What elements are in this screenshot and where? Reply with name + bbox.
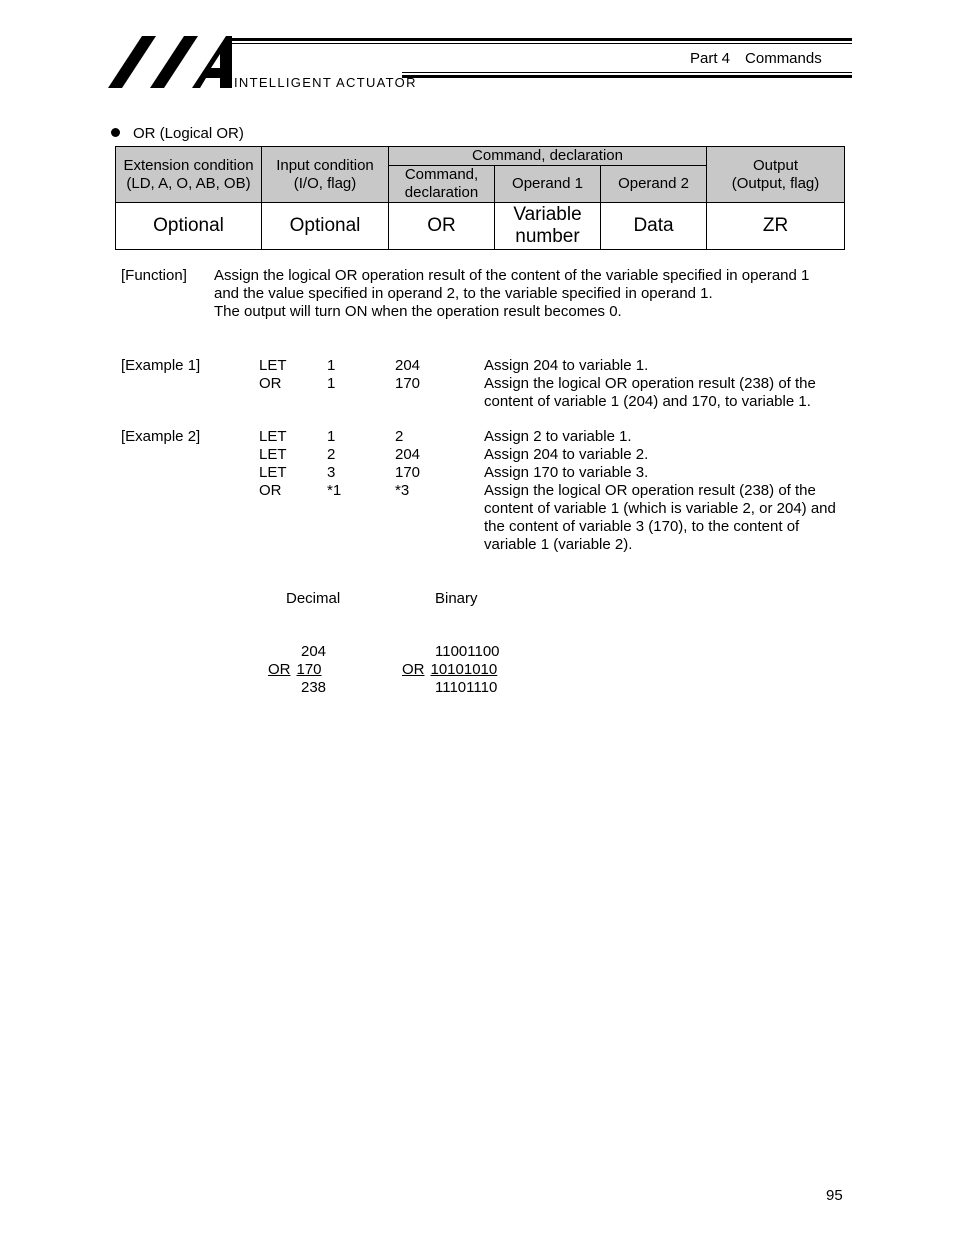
example2-op1-2: 2 xyxy=(327,446,336,463)
binary-label: Binary xyxy=(435,590,478,607)
bullet-icon xyxy=(111,128,120,137)
command-table xyxy=(115,146,845,250)
decimal-result: 238 xyxy=(301,679,327,696)
example1-op2-2: 170 xyxy=(395,375,421,392)
decimal-operand-b-line: OR 170 xyxy=(268,661,322,678)
example2-desc-3: Assign 170 to variable 3. xyxy=(484,464,649,481)
example1-cmd-2: OR xyxy=(259,375,282,392)
example2-cmd-3: LET xyxy=(259,464,287,481)
example1-op1-2: 1 xyxy=(327,375,336,392)
example2-cmd-2: LET xyxy=(259,446,287,463)
brand-name: INTELLIGENT ACTUATOR xyxy=(234,75,417,90)
header-rule-bottom-thin xyxy=(402,72,852,73)
example2-op2-4: *3 xyxy=(395,482,410,499)
section-title: OR (Logical OR) xyxy=(133,125,244,142)
header-input-condition: Input condition (I/O, flag) xyxy=(262,147,389,203)
binary-operand-a: 11001100 xyxy=(435,643,500,660)
example2-op1-4: *1 xyxy=(327,482,342,499)
decimal-operand-a: 204 xyxy=(301,643,327,660)
decimal-label: Decimal xyxy=(286,590,341,607)
example2-cmd-1: LET xyxy=(259,428,287,445)
header-command-group: Command, declaration xyxy=(389,147,707,166)
section-header: Part 4 Commands xyxy=(690,50,822,67)
binary-result: 11101110 xyxy=(435,679,498,696)
example2-op2-1: 2 xyxy=(395,428,404,445)
example1-label: [Example 1] xyxy=(121,357,201,374)
example2-desc-2: Assign 204 to variable 2. xyxy=(484,446,649,463)
binary-operand-b-line: OR 10101010 xyxy=(402,661,498,678)
example1-cmd-1: LET xyxy=(259,357,287,374)
function-text: Assign the logical OR operation result of the content of the variable specified in operand 1 and the value specified in operand 2, to the variable specified in operand 1. The output will turn ON when the operation result becomes 0. xyxy=(214,267,810,320)
cell-operand2: Data xyxy=(601,203,707,250)
example2-op2-2: 204 xyxy=(395,446,421,463)
iai-logo xyxy=(108,34,234,88)
page-number: 95 xyxy=(826,1187,843,1204)
example2-desc-4: Assign the logical OR operation result (238) of the content of variable 1 (which is variable 2, or 204) and the content of variable 3 (170), to the content of variable 1 (variable 2). xyxy=(484,482,836,553)
example1-op2-1: 204 xyxy=(395,357,421,374)
example2-op2-3: 170 xyxy=(395,464,421,481)
cell-operand1: Variable number xyxy=(495,203,601,250)
header-rule-bottom-thick xyxy=(402,75,852,78)
cell-extension-condition: Optional xyxy=(116,203,262,250)
header-operand2: Operand 2 xyxy=(601,166,707,203)
header-output: Output (Output, flag) xyxy=(707,147,845,203)
example2-op1-3: 3 xyxy=(327,464,336,481)
header-rule-top-thin xyxy=(230,43,852,44)
example2-label: [Example 2] xyxy=(121,428,201,445)
example2-desc-1: Assign 2 to variable 1. xyxy=(484,428,632,445)
example2-op1-1: 1 xyxy=(327,428,336,445)
example1-desc-2: Assign the logical OR operation result (238) of the content of variable 1 (204) and 170, to variable 1. xyxy=(484,375,816,410)
cell-command: OR xyxy=(389,203,495,250)
example1-desc-1: Assign 204 to variable 1. xyxy=(484,357,649,374)
example1-op1-1: 1 xyxy=(327,357,336,374)
header-command: Command, declaration xyxy=(389,166,495,203)
example2-cmd-4: OR xyxy=(259,482,282,499)
cell-output: ZR xyxy=(707,203,845,250)
cell-input-condition: Optional xyxy=(262,203,389,250)
function-label: [Function] xyxy=(121,267,187,284)
header-rule-top-thick xyxy=(230,38,852,41)
header-extension-condition: Extension condition (LD, A, O, AB, OB) xyxy=(116,147,262,203)
header-operand1: Operand 1 xyxy=(495,166,601,203)
